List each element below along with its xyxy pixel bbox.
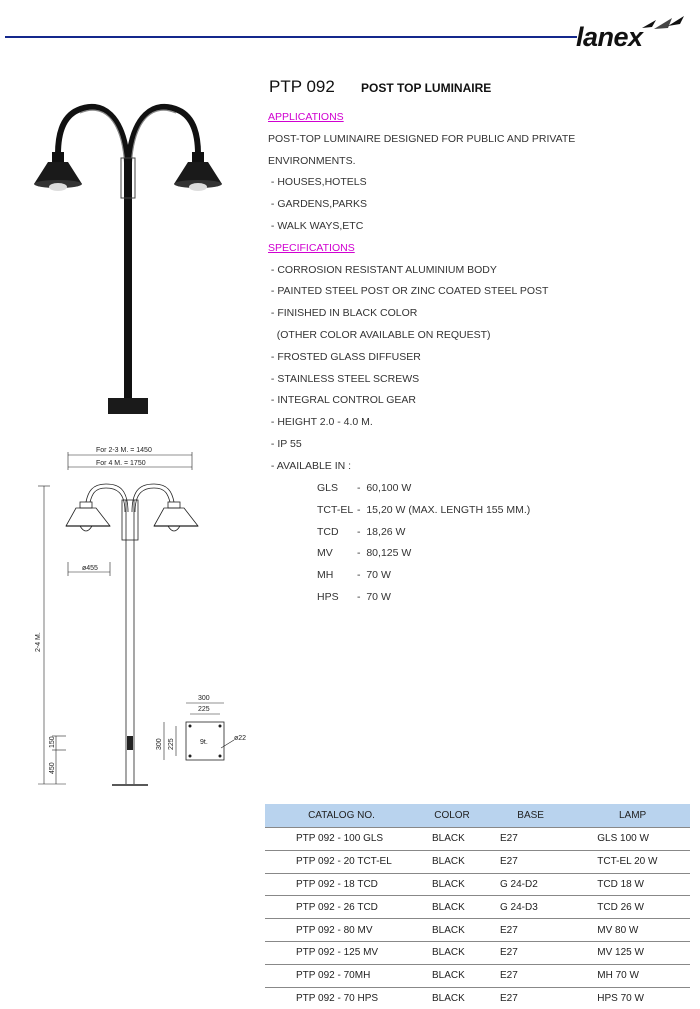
product-photo: [28, 92, 228, 422]
catalog-number: PTP 092 - 80 MV: [265, 919, 418, 942]
base-cell: G 24-D2: [486, 873, 575, 896]
base-cell: E27: [486, 987, 575, 1009]
spec-line: - CORROSION RESISTANT ALUMINIUM BODY: [268, 264, 497, 276]
catalog-number: PTP 092 - 20 TCT-EL: [265, 850, 418, 873]
shade-diameter: ø455: [82, 565, 98, 572]
catalog-number: PTP 092 - 125 MV: [265, 941, 418, 964]
color-cell: BLACK: [418, 873, 486, 896]
column-header: LAMP: [575, 804, 690, 828]
lamp-type: GLS: [317, 482, 339, 494]
spec-line: (OTHER COLOR AVAILABLE ON REQUEST): [268, 329, 491, 341]
base-cell: E27: [486, 828, 575, 851]
spec-line: - IP 55: [268, 438, 302, 450]
lamp-type: MH: [317, 569, 334, 581]
color-cell: BLACK: [418, 850, 486, 873]
base-cell: E27: [486, 919, 575, 942]
bolt-spacing: 225: [198, 706, 210, 713]
table-row: [265, 941, 690, 964]
table-row: [265, 850, 690, 873]
lamp-type: HPS: [317, 591, 339, 603]
lamp-value: - 18,26 W: [357, 526, 406, 538]
lamp-cell: TCT-EL 20 W: [575, 850, 690, 873]
lamp-cell: TCD 18 W: [575, 873, 690, 896]
lamp-cell: MH 70 W: [575, 964, 690, 987]
product-name: POST TOP LUMINAIRE: [361, 81, 492, 95]
height-label: 2-4 M.: [35, 632, 42, 652]
logo-wing-icon: [638, 14, 686, 34]
applications-line: - GARDENS,PARKS: [268, 198, 367, 210]
lamp-cell: MV 125 W: [575, 941, 690, 964]
lamp-cell: HPS 70 W: [575, 987, 690, 1009]
lamp-type: MV: [317, 547, 333, 559]
lamp-cell: MV 80 W: [575, 919, 690, 942]
column-header: COLOR: [418, 804, 486, 828]
specifications-heading: SPECIFICATIONS: [268, 242, 355, 254]
base-width: 300: [198, 695, 210, 702]
catalog-number: PTP 092 - 100 GLS: [265, 828, 418, 851]
color-cell: BLACK: [418, 964, 486, 987]
spec-line: - AVAILABLE IN :: [268, 460, 352, 472]
spec-line: - STAINLESS STEEL SCREWS: [268, 373, 420, 385]
bolt-spacing-vertical: 225: [168, 738, 175, 750]
catalog-number: PTP 092 - 26 TCD: [265, 896, 418, 919]
lamp-value: - 70 W: [357, 591, 391, 603]
color-cell: BLACK: [418, 919, 486, 942]
lamp-value: - 15,20 W (MAX. LENGTH 155 MM.): [357, 504, 531, 516]
lamp-value: - 60,100 W: [357, 482, 412, 494]
applications-line: POST-TOP LUMINAIRE DESIGNED FOR PUBLIC AND PRIVATE: [268, 133, 576, 145]
bolt-diameter: ø22: [234, 735, 247, 742]
base-cell: G 24-D3: [486, 896, 575, 919]
color-cell: BLACK: [418, 941, 486, 964]
applications-line: - HOUSES,HOTELS: [268, 176, 367, 188]
product-code: PTP 092: [269, 77, 335, 96]
door-height: 150: [49, 736, 56, 748]
color-cell: BLACK: [418, 987, 486, 1009]
bolt-count: 9t.: [200, 739, 208, 746]
spec-line: - INTEGRAL CONTROL GEAR: [268, 394, 416, 406]
lamp-type: TCT-EL: [317, 504, 354, 516]
table-row: [265, 896, 690, 919]
table-row: [265, 919, 690, 942]
lamp-cell: GLS 100 W: [575, 828, 690, 851]
lamp-type: TCD: [317, 526, 339, 538]
column-header: BASE: [486, 804, 575, 828]
spec-line: - FINISHED IN BLACK COLOR: [268, 307, 418, 319]
table-header-row: [265, 804, 690, 828]
column-header: CATALOG NO.: [265, 804, 418, 828]
width-note-2: For 4 M. = 1750: [96, 460, 146, 467]
spec-line: - HEIGHT 2.0 - 4.0 M.: [268, 416, 373, 428]
spec-line: - FROSTED GLASS DIFFUSER: [268, 351, 421, 363]
base-cell: E27: [486, 850, 575, 873]
brand-logo: lanex: [576, 22, 643, 52]
lamp-value: - 80,125 W: [357, 547, 412, 559]
base-cell: E27: [486, 941, 575, 964]
width-note-1: For 2-3 M. = 1450: [96, 447, 152, 454]
catalog-table: [265, 804, 690, 1009]
table-row: [265, 987, 690, 1009]
table-row: [265, 873, 690, 896]
lamp-value: - 70 W: [357, 569, 391, 581]
base-height: 300: [156, 738, 163, 750]
spec-line: - PAINTED STEEL POST OR ZINC COATED STEEL POST: [268, 285, 549, 297]
table-row: [265, 828, 690, 851]
door-offset: 450: [49, 762, 56, 774]
color-cell: BLACK: [418, 828, 486, 851]
applications-line: ENVIRONMENTS.: [268, 155, 356, 167]
catalog-number: PTP 092 - 18 TCD: [265, 873, 418, 896]
applications-line: - WALK WAYS,ETC: [268, 220, 364, 232]
catalog-number: PTP 092 - 70 HPS: [265, 987, 418, 1009]
dimension-drawing: [30, 440, 270, 790]
catalog-number: PTP 092 - 70MH: [265, 964, 418, 987]
table-row: [265, 964, 690, 987]
lamp-cell: TCD 26 W: [575, 896, 690, 919]
applications-heading: APPLICATIONS: [268, 111, 344, 123]
header-rule: [5, 36, 577, 38]
base-cell: E27: [486, 964, 575, 987]
color-cell: BLACK: [418, 896, 486, 919]
